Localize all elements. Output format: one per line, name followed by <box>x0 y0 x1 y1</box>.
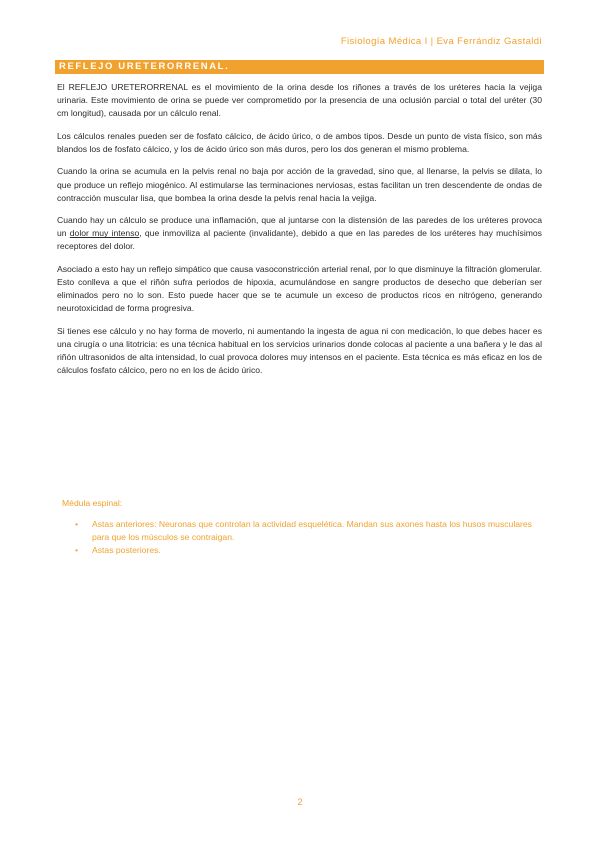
list-item <box>62 544 542 557</box>
underlined-phrase: dolor muy intenso <box>69 228 140 239</box>
paragraph-4-text-a: Cuando hay un cálculo se produce una inflamación, que al juntarse con la distensión de las paredes de los uréteres provoca un <box>57 215 542 239</box>
section-title-bar: REFLEJO URETERORRENAL. <box>55 60 544 74</box>
page-number: 2 <box>297 797 303 807</box>
spinal-title: Médula espinal: <box>62 498 123 508</box>
list-item <box>62 518 542 544</box>
paragraph-4 <box>57 214 542 253</box>
paragraph-1 <box>57 81 542 120</box>
paragraph-5: Asociado a esto hay un reflejo simpático que causa vasoconstricción arterial renal, por lo que disminuye la filtración glomerular. Esto conlleva a que el riñón sufra periodos de hipoxia, acumulándose en sangre productos de desecho que deberían ser eliminados pero no lo son. Esto puede hacer que se te acumule un exceso de productos ricos en nitrógeno, generando neurotoxicidad de forma progresiva. <box>57 264 542 314</box>
bullet-icon: • <box>75 519 79 530</box>
paragraph-1-text: es el movimiento de la orina desde los riñones a través de los uréteres hacia la vejiga urinaria. Este movimiento de orina se puede ver comprometido por la presencia de una oclusión parcial o total del uréter (30 cm longitud), causada por un cálculo renal. <box>57 82 542 119</box>
bullet-icon: • <box>75 545 79 556</box>
spinal-cord-notes <box>62 497 542 557</box>
paragraph-2: Los cálculos renales pueden ser de fosfato cálcico, de ácido úrico, o de ambos tipos. Desde un punto de vista físico, son más blandos los de fosfato cálcico, y los de ácido úrico son más duros, pero los dos generan el mismo problema. <box>57 130 542 154</box>
term-highlight: El REFLEJO URETERORRENAL <box>57 82 188 92</box>
page-header: Fisiología Médica I | Eva Ferrándiz Gastaldi <box>340 36 542 47</box>
paragraph-6: Si tienes ese cálculo y no hay forma de moverlo, ni aumentando la ingesta de agua ni con medicación, lo que debes hacer es una cirugía o una litotricia: es una técnica habitual en los servicios urinarios donde colocas al paciente a una bañera y le das al riñón ultrasonidos de alta intensidad, lo cual provoca dolores muy intensos en el paciente. Esta técnica es más eficaz en los de cálculos fosfato cálcico, pero no en los de ácido úrico. <box>57 325 542 376</box>
paragraph-3: Cuando la orina se acumula en la pelvis renal no baja por acción de la gravedad, sino que, al llenarse, la pelvis se dilata, lo que produce un reflejo miogénico. Al estimularse las terminaciones nerviosas, estas facilitan un tren descendente de ondas de contracción muscular lisa, que bombea la orina desde la pelvis renal hacia la vejiga. <box>57 166 542 203</box>
list-item-text: Astas anteriores: Neuronas que controlan la actividad esquelética. Mandan sus axones hasta los husos musculares para que los músculos se contraigan. <box>92 519 532 543</box>
paragraph-4-text-b: , que inmoviliza al paciente (invalidante), debido a que en las paredes de los uréteres hay muchísimos receptores del dolor. <box>57 228 542 252</box>
main-content <box>57 81 542 377</box>
spinal-list <box>62 518 542 557</box>
list-item-text: Astas posteriores. <box>92 545 161 556</box>
